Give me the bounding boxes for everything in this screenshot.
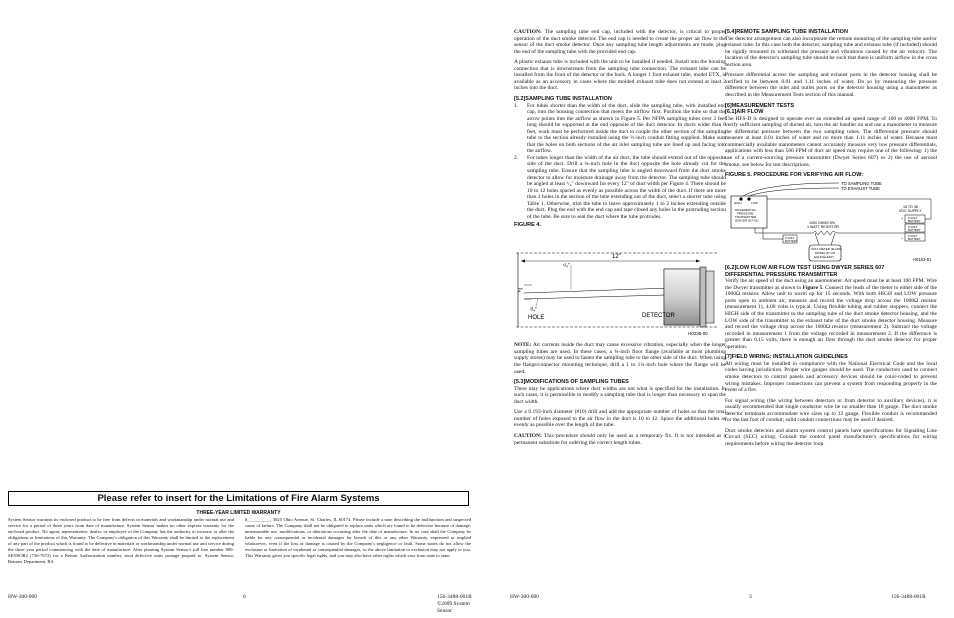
section-heading-7: [7]FIELD WIRING; INSTALLATION GUIDELINES — [725, 354, 848, 361]
caution-label: CAUTION: — [514, 432, 542, 439]
battery-label: BATTERY — [785, 239, 798, 244]
section-heading-6-2-line1: [6.2]LOW FLOW AIR FLOW TEST USING DWYER SERIES 607 — [725, 265, 885, 272]
section-heading-5-4: [5.4]REMOTE SAMPLING TUBE INSTALLATION — [725, 29, 848, 35]
section-heading-5-3: [5.3]MODIFICATIONS OF SAMPLING TUBES — [514, 379, 629, 386]
hole-label: HOLE — [528, 315, 545, 322]
wiring-paragraph-3: Duct smoke detectors and alarm system control panels have specifications for Signaling Line Circuit (SLC) wiring. Consult the control panel manufacturer's specifications for wiring requirements before wiring the detector loop. — [725, 427, 937, 447]
to-sampling-tube-label: TO SAMPLING TUBE — [841, 181, 882, 187]
transmitter-label-line2: PRESSURE — [737, 211, 754, 216]
caution-temporary-text: This procedure should only be used as a temporary fix. It is not intended as a permanent substitute for ordering the correct length tubes. — [514, 432, 726, 446]
note-label: NOTE: — [514, 342, 532, 349]
footer-copyright: ©2009 System Sensor — [437, 601, 470, 614]
resistor-label-line2: 1 WATT RESISTOR — [807, 225, 840, 230]
caution-temporary — [514, 433, 726, 446]
section-heading-5-2: [5.2]SAMPLING TUBE INSTALLATION — [514, 95, 612, 102]
footer-doc-number: HW-300-000 — [510, 594, 540, 600]
caution-label: CAUTION: — [514, 29, 542, 35]
airflow-paragraph: The HFS-D is designed to operate over an extended air speed range of 100 to 4000 FPM. To verify sufficient sampling of ducted air, turn the air handler on and use a manometer to measure the differential pressure between the two sampling tubes. The differential pressure should measure at least 0.01 inches of water and no more than 1.11 inches of water. Because most commercially available manometers cannot accurately measure very low pressure differentials, applications with less than 500 FPM of duct air speed may require one of the following: 1) the use of a current-sourcing pressure transmitter (Dwyer Series 607) or 2) the use of aerosol smoke, see below for test descriptions. — [725, 115, 937, 168]
minus-terminal: – — [901, 235, 904, 241]
remote-paragraph-1: The detector arrangement can also incorporate the remote mounting of the sampling tube and/or exhaust tube. In this case both the detector, sampling tube and exhaust tube (if included) should be rigidly mounted to withstand the pressure and vibrations caused by the air velocity. The location of the detector's sampling tube should be such that there is uniform airflow in the cross section area. — [725, 35, 937, 68]
figure-5-diagram — [725, 179, 937, 263]
battery-label: 9 VOLT — [785, 236, 795, 241]
figure-5-caption: FIGURE 5. PROCEDURE FOR VERIFYING AIR FLOW: — [725, 172, 864, 179]
caution-end-cap-text: The sampling tube end cap, included with the detector, is critical to proper operation of the duct smoke detector. The end cap is needed to create the proper air flow to the sensor of the duct smoke detector. Once any sampling tube length adjustments are made, plug the end of the sampling tube with the provided end cap. — [514, 29, 726, 55]
footer-doc-number: HW-300-000 — [8, 594, 38, 600]
warranty-text-col2: #__________, 3825 Ohio Avenue, St. Charles, IL 60174. Please include a note describing the malfunction and suspected cause of failure. The Company shall not be obligated to replace units which are found to be defective because of damage, unreasonable use, modifications, or alterations occurring after the date of manufacture. In no case shall the Company be liable for any consequential or incidental damages for breach of this or any other Warranty, expressed or implied whatsoever, even if the loss or damage is caused by the Company's negligence or fault. Some states do not allow the exclusion or limitation of incidental or consequential damages, so the above limitation or exclusion may not apply to you. This Warranty gives you specific legal rights, and you may also have other rights which vary from state to state. — [245, 517, 471, 558]
figure-5-code: H0163-01 — [913, 257, 932, 263]
section-heading-6: [6]MEASUREMENT TESTS — [725, 102, 795, 109]
warranty-text-col1: System Sensor warrants its enclosed product to be free from defects in materials and workmanship under normal use and service for a period of three years from date of manufacture. System Sensor makes no other express warranty for the enclosed product. No agent, representative, dealer, or employee of the Company has the authority to increase or alter the obligations or limitations of this Warranty. The Company's obligation of this Warranty shall be limited to the replacement of any part of the product which is found to be defective in materials or workmanship under normal use and service during the three year period commencing with the date of manufacture. After phoning System Sensor's toll free number 800-SENSOR2 (736-7672) for a Return Authorization number, send defective units postage prepaid to: System Sensor, Returns Department, RA — [8, 517, 234, 564]
footer-part-number: 156-3488-001R — [891, 594, 926, 600]
low-flow-text-b: . Connect the leads of the meter to either side of the 1000Ω resistor. Allow unit to warm up for 15 seconds. With both HIGH and LOW pressure ports open to ambient air, measure and record the voltage drop across the 1000Ω resistor (measurement 1), 4.00 volts is typical. Using flexible tubing and rubber stoppers, connect the HIGH side of the transmitter to the sampling tube of the duct smoke detector housing, and the LOW side of the transmitter to the exhaust tube of the duct smoke detector housing. Measure and record the voltage drop across the 1000Ω resistor (measurement 2). Subtract the voltage recorded in measurement 1 from the voltage recorded in measurement 2. If the difference is greater than 0.15 volts, there is enough air flow through the duct smoke detector for proper operation. — [725, 284, 937, 350]
hole-size-label: ³/₄" — [530, 307, 537, 314]
transmitter-label-line1: DIFFERENTIAL — [735, 208, 757, 213]
low-flow-paragraph — [725, 278, 937, 350]
footer-page-number: 3 — [749, 594, 752, 600]
remote-paragraph-2: Pressure differential across the sampling and exhaust ports in the detector housing shall be verified to be between 0.01 and 1.11 inches of water. Do so by measuring the pressure difference between the inlet and outlet ports on the detector housing using a manometer as described in the Measurement Tests section of this manual. — [725, 72, 937, 98]
right-page — [477, 0, 954, 618]
installation-steps — [514, 103, 726, 221]
transmitter-label-line3: TRANSMITTER — [735, 215, 757, 220]
footer-part-number: 156-3488-001R — [437, 594, 472, 600]
column-right — [725, 29, 937, 451]
list-item-text: For tubes shorter than the width of the duct, slide the sampling tube, with installed end cap, into the housing connection that meets the airflow first. Position the tube so that the arrow points into the airflow as shown in Figure 5. Per NFPA sampling tubes over 3 feet long should be supported at the end opposite of the duct detector. In ducts wider than 8 feet, work must be performed inside the duct to couple the other section of the sampling tube to the section already installed using the ½-inch conduit fitting supplied. Make sure that the holes on both sections of the air inlet sampling tube are lined up and facing into the airflow. — [527, 102, 726, 155]
low-label: LOW — [751, 201, 758, 206]
modification-paragraph-1: There may be applications where duct widths are not what is specified for the installation. In such cases, it is permissible to modify a sampling tube that is longer than necessary to span the duct width. — [514, 385, 726, 405]
battery-label: BATTERY — [908, 237, 921, 242]
supply-label-line1: 16 TO 36 — [903, 205, 918, 210]
wiring-paragraph-1: All wiring must be installed in compliance with the National Electrical Code and the local codes having jurisdiction. Proper wire gauges should be used. The conductors used to connect smoke detectors to control panels and accessory devices should be color-coded to prevent wiring mistakes. Improper connections can prevent a system from responding properly in the event of a fire. — [725, 360, 937, 394]
limitations-banner: Please refer to insert for the Limitations of Fire Alarm Systems — [8, 491, 469, 506]
dimension-2-inch: 2" — [518, 288, 523, 295]
figure-reference: Figure 5 — [802, 284, 823, 291]
dimension-quarter-inch: ¹/₄" — [563, 263, 570, 270]
column-left — [514, 29, 726, 450]
note-text: Air currents inside the duct may cause excessive vibration, especially when the longer sampling tubes are used. In these cases, a ¾-inch floor flange (available at most plumbing supply stores) may be used to fasten the sampling tube to the other side of the duct. When using the flange/connector mounting technique, drill a 1 to 1¼-inch hole where the flange will be used. — [514, 342, 726, 375]
figure-4-code: H0235-00 — [688, 331, 708, 337]
caution-end-cap — [514, 29, 726, 55]
list-item — [514, 103, 726, 155]
figure-4-diagram — [514, 229, 726, 339]
high-label: HIGH — [734, 201, 742, 206]
meter-label-line3: EQUIVALENT) — [814, 255, 834, 260]
warranty-title: THREE-YEAR LIMITED WARRANTY — [196, 510, 281, 516]
battery-label: BATTERY — [908, 219, 921, 224]
meter-label-line1: VOLT METER (FLUKE — [811, 247, 842, 252]
wiring-paragraph-2: For signal wiring (the wiring between detectors or from detector to auxiliary devices), it is usually recommended that single conductor wire be no smaller than 18 gauge. The duct smoke detector terminals accommodate wire sizes up to 12 gauge. Flexible conduit is recommended for the last foot of conduit; solid conduit connections may be used if desired. — [725, 397, 937, 424]
list-number: 1. — [514, 102, 519, 109]
transmitter-label-line4: (DWYER 607-01) — [735, 218, 759, 223]
supply-label-line2: VDC SUPPLY — [899, 209, 922, 214]
note-paragraph — [514, 342, 726, 375]
battery-label: 9 VOLT — [908, 225, 918, 230]
section-heading-6-2-line2: DIFFERENTIAL PRESSURE TRANSMITTER — [725, 271, 838, 278]
exhaust-tube-paragraph: A plastic exhaust tube is included with the unit to be installed if needed. Install into the housing connection that is downstream from the sampling tube connection. The exhaust tube can be installed from the front of the detector or the back. A longer 1 foot exhaust tube, model ETX, is available as an accessory in cases where the molded exhaust tube does not extend at least 2 inches into the duct. — [514, 59, 726, 92]
battery-label: 9 VOLT — [908, 234, 918, 239]
list-number: 2. — [514, 154, 519, 161]
to-exhaust-tube-label: TO EXHAUST TUBE — [841, 186, 880, 192]
detector-label: DETECTOR — [642, 313, 675, 320]
figure-4-caption: FIGURE 4. — [514, 222, 541, 229]
list-item-text: For tubes longer than the width of the air duct, the tube should extend out of the opposite side of the duct. Drill a ¾-inch hole in the duct opposite the hole already cut for the sampling tube. Ensure that the sampling tube is angled downward from the duct smoke detector to allow for moisture drainage away from the detector. The sampling tube should be angled at least ¹/₄" downward for every 12" of duct width per Figure 4. There should be 10 to 12 holes spaced as evenly as possible across the width of the duct. If there are more than 2 holes in the section of the tube extending out of the duct, select a shorter tube using Table 1. Otherwise, trim the tube to leave approximately 1 to 2 inches extending outside the duct. Plug the end with the end cap and tape closed any holes in the protruding section of the tube. Be sure to seal the duct where the tube protrudes. — [527, 154, 726, 220]
list-item — [514, 155, 726, 220]
dimension-12-inch: 12" — [612, 254, 621, 261]
plus-terminal: + — [901, 216, 904, 222]
modification-paragraph-2: Use a 0.193-inch diameter (#10) drill and add the appropriate number of holes so that the total number of holes exposed to the air flow in the duct is 10 to 12. Space the additional holes as evenly as possible over the length of the tube. — [514, 409, 726, 429]
low-flow-text-a: Verify the air speed of the duct using an anemometer. Air speed must be at least 100 FPM. Wire the Dwyer transmitter as shown in — [725, 278, 937, 291]
resistor-label-line1: 1000 OHMS 5% — [809, 221, 835, 226]
footer-page-number: 6 — [243, 594, 246, 600]
meter-label-line2: MODEL 87 OR — [815, 251, 836, 256]
battery-label: 9 VOLT — [908, 216, 918, 221]
battery-label: BATTERY — [908, 228, 921, 233]
section-heading-6-1: [6.1]AIR FLOW — [725, 109, 764, 116]
